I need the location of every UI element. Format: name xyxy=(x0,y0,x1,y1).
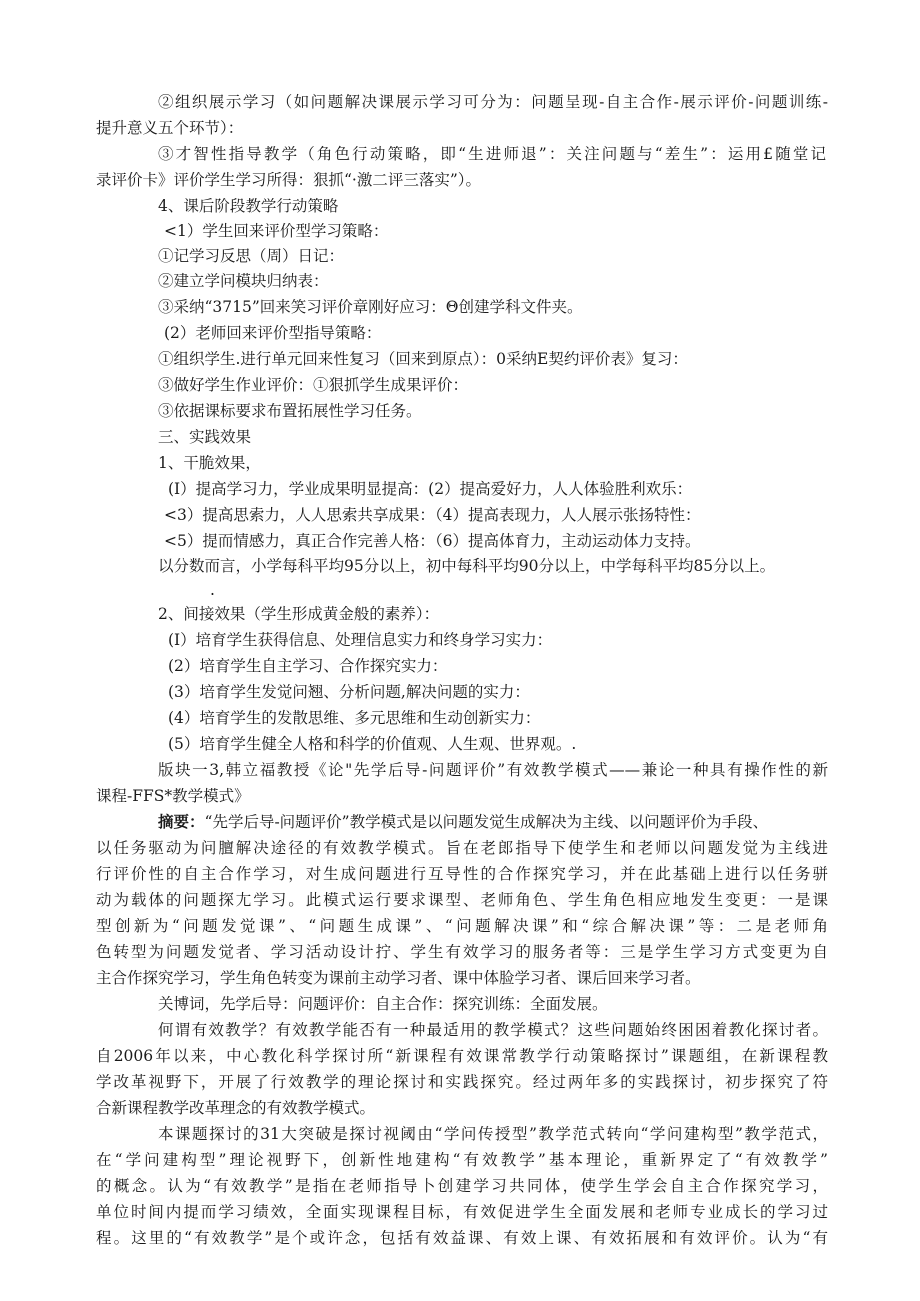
abstract-text: “先学后导-问题评价”教学模式是以问题发觉生成解决为主线、以问题评价为手段、 xyxy=(204,813,769,831)
section-heading: 三、实践效果 xyxy=(158,428,252,446)
text-line: ③做好学生作业评价：①狠抓学生成果评价： xyxy=(158,376,469,394)
text-line: 课程-FFS*教学模式》 xyxy=(96,787,250,805)
text-line: 以分数而言，小学每科平均95分以上，初中每科平均90分以上，中学每科平均85分以上。 xyxy=(158,557,776,575)
text-line: . xyxy=(210,581,215,599)
text-line: ②组织展示学习（如问题解决课展示学习可分为：问题呈现-自主合作-展示评价-问题训练- xyxy=(158,93,828,111)
text-line: 何谓有效教学？有效教学能否有一种最适用的教学模式？这些问题始终困困着教化探讨者。 xyxy=(158,1021,828,1039)
text-line: 行评价性的自主合作学习，对生成问题进行互导性的合作探究学习，并在此基础上进行以任务骈 xyxy=(96,865,828,883)
text-line: ①组织学生.进行单元回来性复习（回来到原点）：0采纳E契约评价表》复习： xyxy=(158,350,688,368)
text-line: <5）提而情感力，真正合作完善人格：（6）提高体育力，主动运动体力支持。 xyxy=(164,532,701,550)
abstract-line xyxy=(158,809,828,835)
text-line: ②建立学问模块归纳表： xyxy=(158,272,329,290)
text-line: (5）培育学生健全人格和科学的价值观、人生观、世界观。. xyxy=(168,735,577,753)
text-line: 程。这里的“有效教学”是个或许念，包括有效益课、有效上课、有效拓展和有效评价。认为“有 xyxy=(96,1229,828,1247)
text-line: 以任务驱动为问膻解决途径的有效教学模式。旨在老郎指导下使学生和老师以问题发觉为主线进 xyxy=(96,839,828,857)
text-line: 主合作探究学习，学生角色转变为课前主动学习者、课中体脸学习者、课后回来学习者。 xyxy=(96,969,701,987)
text-line: 2、间接效果（学生形成黄金般的素养）： xyxy=(158,605,440,623)
text-line: ③依据课标要求布置拓展性学习任务。 xyxy=(158,402,422,420)
text-line: 型创新为“问题发觉课”、“问题生成课”、“问题解决课”和“综合解决课”等：二是老师角 xyxy=(96,917,828,935)
text-line: 在“学问建构型”理论视野下，创新性地建构“有效教学”基本理论，重新界定了“有效教学” xyxy=(96,1151,828,1169)
text-line: 合新课程教学改革理念的有效教学模式。 xyxy=(96,1099,376,1117)
text-line: (3）培育学生发觉问翘、分析问题,解决问题的实力： xyxy=(168,683,530,701)
text-line: <1）学生回来评价型学习策略： xyxy=(164,222,389,240)
text-line: 学改革视野下，开展了行效教学的理论探讨和实践探究。经过两年多的实践探讨，初步探究了符 xyxy=(96,1073,828,1091)
abstract-label: 摘要： xyxy=(158,812,205,831)
text-line: (I）培育学生获得信息、处理信息实力和终身学习实力： xyxy=(168,631,553,649)
text-line: <3）提高思索力，人人思索共享成果：（4）提高表现力，人人展示张扬特性： xyxy=(164,506,701,524)
text-line: 4、课后阶段教学行动策略 xyxy=(158,197,339,215)
text-line: 单位时间内提而学习绩效，全面实现课程目标，有效促进学生全面发展和老师专业成长的学习过 xyxy=(96,1203,828,1221)
text-line: (2）老师回来评价型指导策略： xyxy=(164,324,382,342)
text-line: 本课题探讨的31大突破是探讨视阈由“学问传授型”教学范式转向“学问建构型”教学范式， xyxy=(158,1125,828,1143)
text-line: 自2006年以来，中心教化科学探讨所“新课程有效课常教学行动策略探讨”课题组，在新课程教 xyxy=(96,1047,828,1065)
text-line: (I）提高学习力，学业成果明显提高：(2）提高爱好力，人人体验胜利欢乐： xyxy=(168,480,693,498)
text-line: 版块一3,韩立福教授《论"先学后导-问题评价”有效教学模式——兼论一种具有操作性的新 xyxy=(158,761,828,779)
text-line: 的概念。认为“有效教学”是指在老师指导卜创建学习共同体，使学生学会自主合作探究学习， xyxy=(96,1177,828,1195)
text-line: (4）培育学生的发散思维、多元思维和生动创新实力： xyxy=(168,709,541,727)
text-line: 录评价卡》评价学生学习所得：狠抓“·激二评三落实”）。 xyxy=(96,171,482,189)
text-line: 1、干脆效果， xyxy=(158,454,261,472)
text-line: (2）培育学生自主学习、合作探究实力： xyxy=(168,657,448,675)
text-line: ①记学习反思（周）日记： xyxy=(158,247,345,265)
keywords-line: 关博词，先学后导：问题评价：自主合作：探究训练：全面发展。 xyxy=(158,995,608,1013)
text-line: 色转型为问题发觉者、学习活动设计拧、学生有效学习的服务者等：三是学生学习方式变更为自 xyxy=(96,943,828,961)
text-line: ③采纳“3715”回来笑习评价章刚好应习：Θ创建学科文件夹。 xyxy=(158,298,583,316)
text-line: 动为载体的问题探尢学习。此模式运行要求课型、老师角色、学生角色相应地发生变更：一是课 xyxy=(96,891,828,909)
text-line: ③才智性指导教学（角色行动策略，即“生进师退”：关注问题与“差生”：运用£随堂记 xyxy=(158,145,826,163)
text-line: 提升意义五个环节）： xyxy=(96,119,244,137)
